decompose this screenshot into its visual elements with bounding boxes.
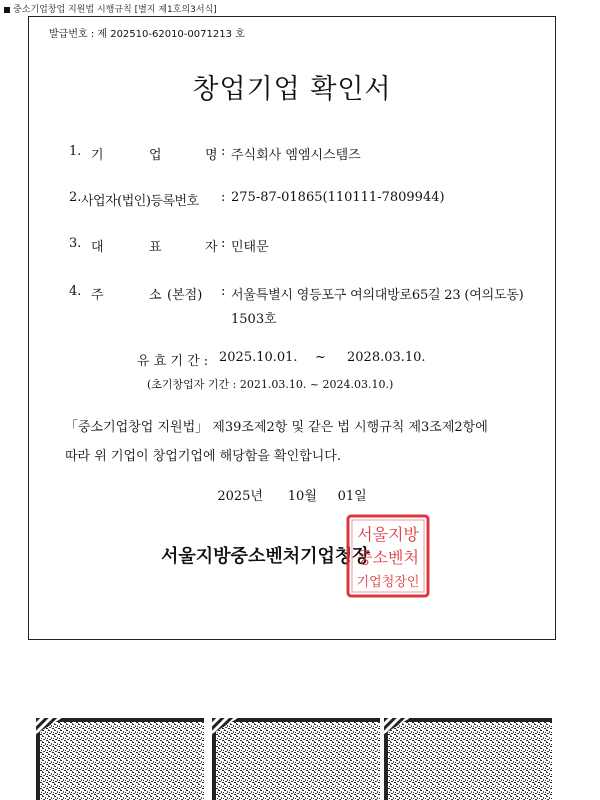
official-seal-icon <box>345 513 431 599</box>
validity-to: 2028.03.10. <box>347 350 426 365</box>
registration-number-value: 275-87-01865(110111-7809944) <box>231 190 445 205</box>
label-char: 자 <box>205 240 218 255</box>
issue-date <box>29 485 555 504</box>
representative-value: 민태문 <box>231 240 269 255</box>
barcode-stamp-icon <box>36 718 204 800</box>
label-char: 주 <box>91 288 104 303</box>
address-line1: 서울특별시 영등포구 여의대방로65길 23 (여의도동) <box>231 288 524 303</box>
field-number: 4. <box>69 284 82 299</box>
label-char: 명 <box>205 148 218 163</box>
initial-startup-period: (초기창업자 기간 : 2021.03.10. ~ 2024.03.10.) <box>147 378 394 391</box>
address-line2: 1503호 <box>231 312 277 327</box>
square-bullet-icon <box>4 7 10 13</box>
label-char: 표 <box>149 240 162 255</box>
form-reference <box>4 2 217 15</box>
label-suffix: (본점) <box>167 288 203 303</box>
field-label: 사업자(법인)등록번호 <box>81 194 199 209</box>
barcode-stamp-icon <box>212 718 380 800</box>
label-char: 업 <box>149 148 162 163</box>
certificate-frame: 발급번호 : 제 202510-62010-0071213 호 창업기업 확인서 1. 기 업 명 : 주식회사 엠엠시스템즈 2. 사업자(법인)등록번호 : 275-87-01865(110111-7809944) 3. 대 표 자 : 민태문 4. 주 소 (본점) : 서울특별시 영등포구 여의대방로65길 23 (여의도동) 1503호 유 효 기 간 : 2025.10.01. ~ 2028.03.10. (초기창업자 기간 : 2021.03.10. ~ 2024.03.10.) 「중소기업창업 지원법」 제39조제2항 및 같은 법 시행규칙 제3조제2항에 따라 위 기업이 창업기업에 해당함을 확인합니다. 2025년 10월 01일 서울지방중소벤처기업청장 서울지방 중소벤처 기업청장인 <box>28 16 556 640</box>
seal-text-line: 기업청장인 <box>356 575 420 590</box>
validity-label: 유 효 기 간 : <box>137 354 209 369</box>
label-char: 소 <box>149 288 162 303</box>
issue-month: 10월 <box>287 489 317 504</box>
label-char: 대 <box>91 240 104 255</box>
field-number: 1. <box>69 144 82 159</box>
form-reference-text: 중소기업창업 지원법 시행규칙 [별지 제1호의3서식] <box>13 5 217 15</box>
issuing-agency: 서울지방중소벤처기업청장 <box>161 546 370 567</box>
barcode-stamp-icon <box>384 718 552 800</box>
label-char: 기 <box>91 148 104 163</box>
document-title: 창업기업 확인서 <box>192 74 392 105</box>
statement-line-2: 따라 위 기업이 창업기업에 해당함을 확인합니다. <box>65 449 341 464</box>
security-barcodes <box>0 718 600 800</box>
issue-day: 01일 <box>337 489 367 504</box>
field-number: 2. <box>69 190 82 205</box>
field-number: 3. <box>69 236 82 251</box>
issue-year: 2025년 <box>217 489 263 504</box>
statement-line-1: 「중소기업창업 지원법」 제39조제2항 및 같은 법 시행규칙 제3조제2항에 <box>65 420 488 435</box>
company-name-value: 주식회사 엠엠시스템즈 <box>231 148 361 163</box>
validity-separator: ~ <box>315 350 326 365</box>
issue-number: 발급번호 : 제 202510-62010-0071213 호 <box>49 29 245 40</box>
validity-from: 2025.10.01. <box>219 350 298 365</box>
seal-text-line: 서울지방 <box>357 525 419 544</box>
seal-text-line: 중소벤처 <box>357 548 419 567</box>
